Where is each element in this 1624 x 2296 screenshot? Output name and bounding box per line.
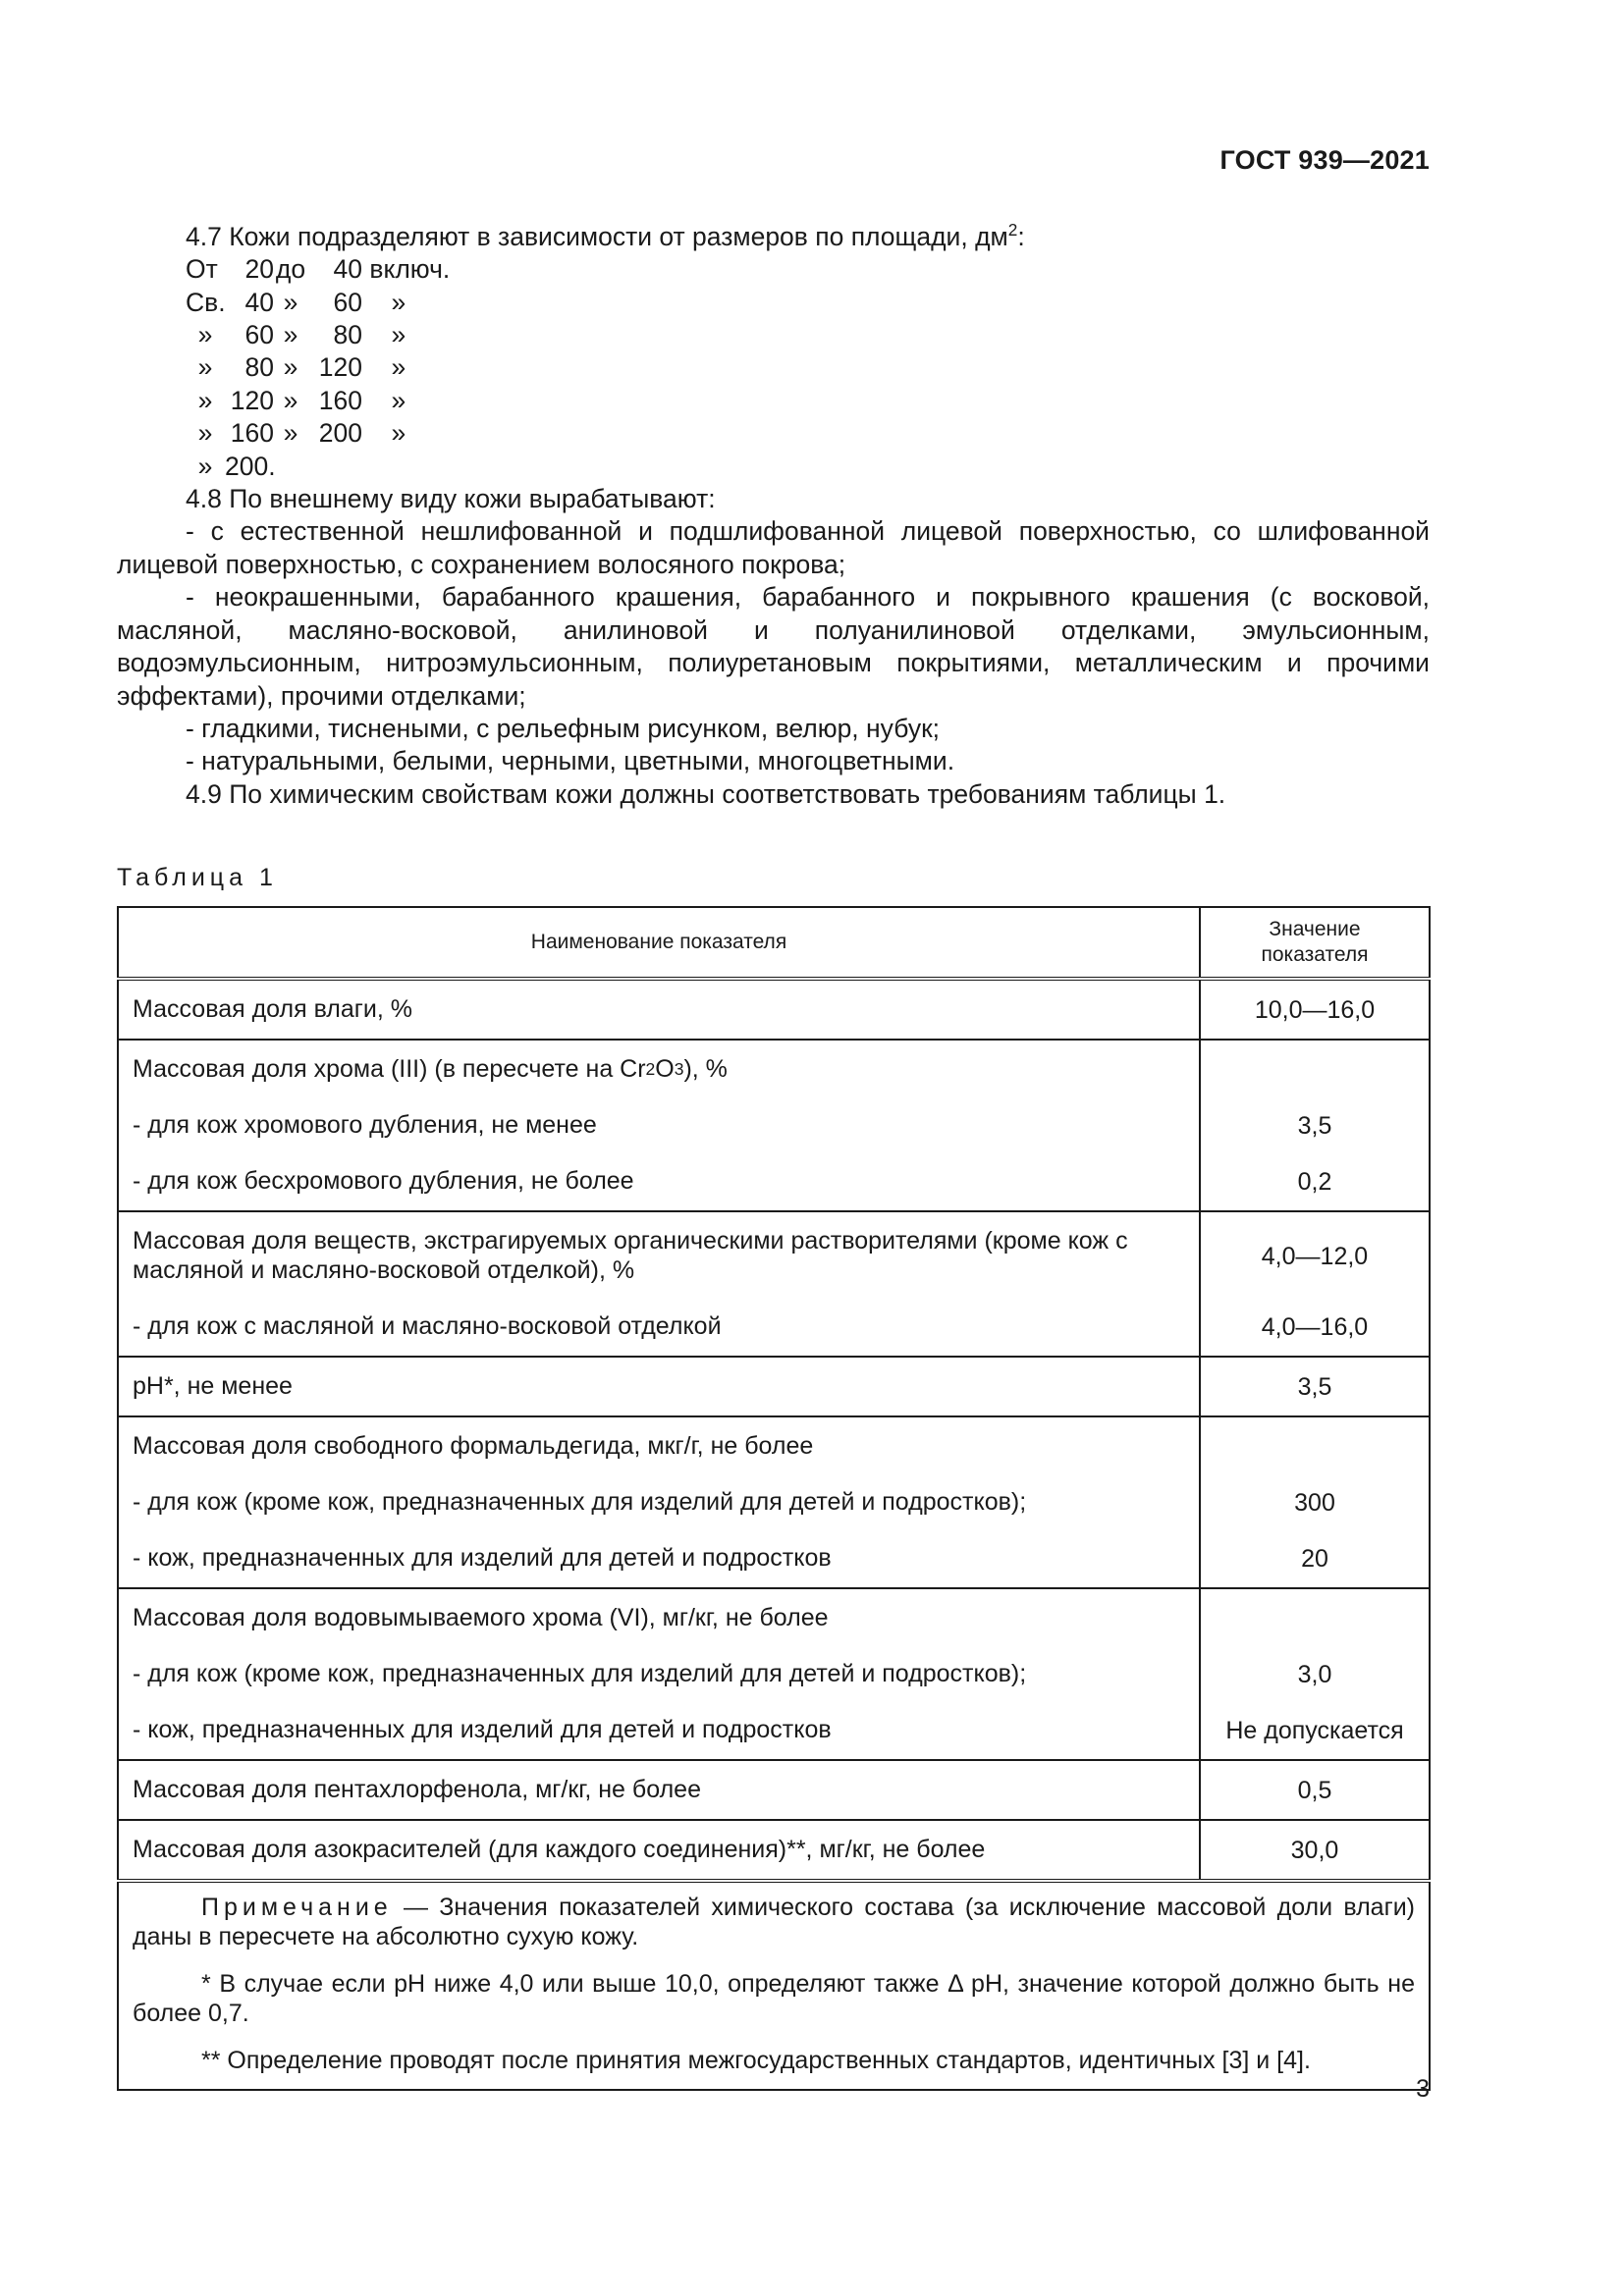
table-row: Массовая доля хрома (III) (в пересчете на Cr 2 O 3 ), % - для кож хромового дубления, не менее - для кож бесхромового дубления, не более 3,5 0,2 bbox=[118, 1040, 1430, 1211]
appearance-item: - натуральными, белыми, черными, цветными, многоцветными. bbox=[186, 746, 955, 776]
table-row: Массовая доля влаги, % 10,0—16,0 bbox=[118, 979, 1430, 1040]
table-row: Массовая доля азокрасителей (для каждого соединения)**, мг/кг, не более 30,0 bbox=[118, 1820, 1430, 1881]
section-4-8-intro: 4.8 По внешнему виду кожи вырабатывают: bbox=[186, 484, 716, 514]
table-caption: Таблица 1 bbox=[117, 864, 278, 891]
size-range-row: » 200. bbox=[197, 451, 276, 481]
table-row: pH*, не менее 3,5 bbox=[118, 1357, 1430, 1416]
footnote: * В случае если pH ниже 4,0 или выше 10,0, определяют также Δ pH, значение которой должно быть не более 0,7. bbox=[133, 1970, 1415, 2027]
size-range-row: Св. 40 » 60 » bbox=[186, 287, 406, 317]
page-number: 3 bbox=[1416, 2075, 1430, 2103]
table-row: Массовая доля свободного формальдегида, мкг/г, не более - для кож (кроме кож, предназначенных для изделий для детей и подростков); - кож, предназначенных для изделий для детей и подростков 300 20 bbox=[118, 1416, 1430, 1588]
size-ranges-list bbox=[117, 253, 1430, 483]
column-header-value: Значение показателя bbox=[1200, 907, 1430, 979]
column-header-name: Наименование показателя bbox=[118, 907, 1200, 979]
document-header: ГОСТ 939—2021 bbox=[1219, 145, 1430, 175]
requirements-table bbox=[117, 906, 1431, 2091]
size-range-row: От 20 до 40 включ. bbox=[186, 254, 451, 285]
table-row: Массовая доля водовымываемого хрома (VI), мг/кг, не более - для кож (кроме кож, предназначенных для изделий для детей и подростков); - кож, предназначенных для изделий для детей и подростков 3,0 Не допускается bbox=[118, 1588, 1430, 1760]
appearance-item: - гладкими, тиснеными, с рельефным рисунком, велюр, нубук; bbox=[186, 713, 941, 743]
section-4-7-intro: 4.7 Кожи подразделяют в зависимости от размеров по площади, $дм^2$: bbox=[186, 220, 1025, 251]
footnote: ** Определение проводят после принятия межгосударственных стандартов, идентичных [3] и [4]. bbox=[201, 2047, 1311, 2074]
table-note: Примечание — Значения показателей химического состава (за исключение массовой доли влаги) даны в пересчете на абсолютно сухую кожу. * В случае если pH ниже 4,0 или выше 10,0, определяют также Δ pH, значение которой должно быть не более 0,7. ** Определение проводят после принятия межгосударственных стандартов, идентичных [3] и [4]. bbox=[118, 1881, 1430, 2090]
size-range-row: » 60 » 80 » bbox=[197, 320, 406, 350]
table-note-row bbox=[118, 1881, 1430, 2090]
appearance-item: - с естественной нешлифованной и подшлифованной лицевой поверхностью, со шлифованной лицевой поверхностью, с сохранением волосяного покрова; bbox=[117, 516, 1430, 579]
section-4-9: 4.9 По химическим свойствам кожи должны соответствовать требованиям таблицы 1. bbox=[186, 778, 1226, 809]
body-text bbox=[117, 214, 1430, 811]
size-range-row: » 120 » 160 » bbox=[197, 385, 406, 415]
table-row: Массовая доля пентахлорфенола, мг/кг, не более 0,5 bbox=[118, 1760, 1430, 1820]
table-row: Массовая доля веществ, экстрагируемых органическими растворителями (кроме кож с масляной и масляно-восковой отделкой), % - для кож с масляной и масляно-восковой отделкой 4,0—12,0 4,0—16,0 bbox=[118, 1211, 1430, 1357]
size-range-row: » 160 » 200 » bbox=[197, 418, 406, 449]
table-header-row bbox=[118, 907, 1430, 979]
appearance-item: - неокрашенными, барабанного крашения, барабанного и покрывного крашения (с восковой, масляной, масляно-восковой, анилиновой и полуанилиновой отделками, эмульсионным, водоэмульсионным, нитроэмульсионным, полиуретановым покрытиями, металлическим и прочими эффектами), прочими отделками; bbox=[117, 582, 1430, 711]
size-range-row: » 80 » 120 » bbox=[197, 352, 406, 383]
